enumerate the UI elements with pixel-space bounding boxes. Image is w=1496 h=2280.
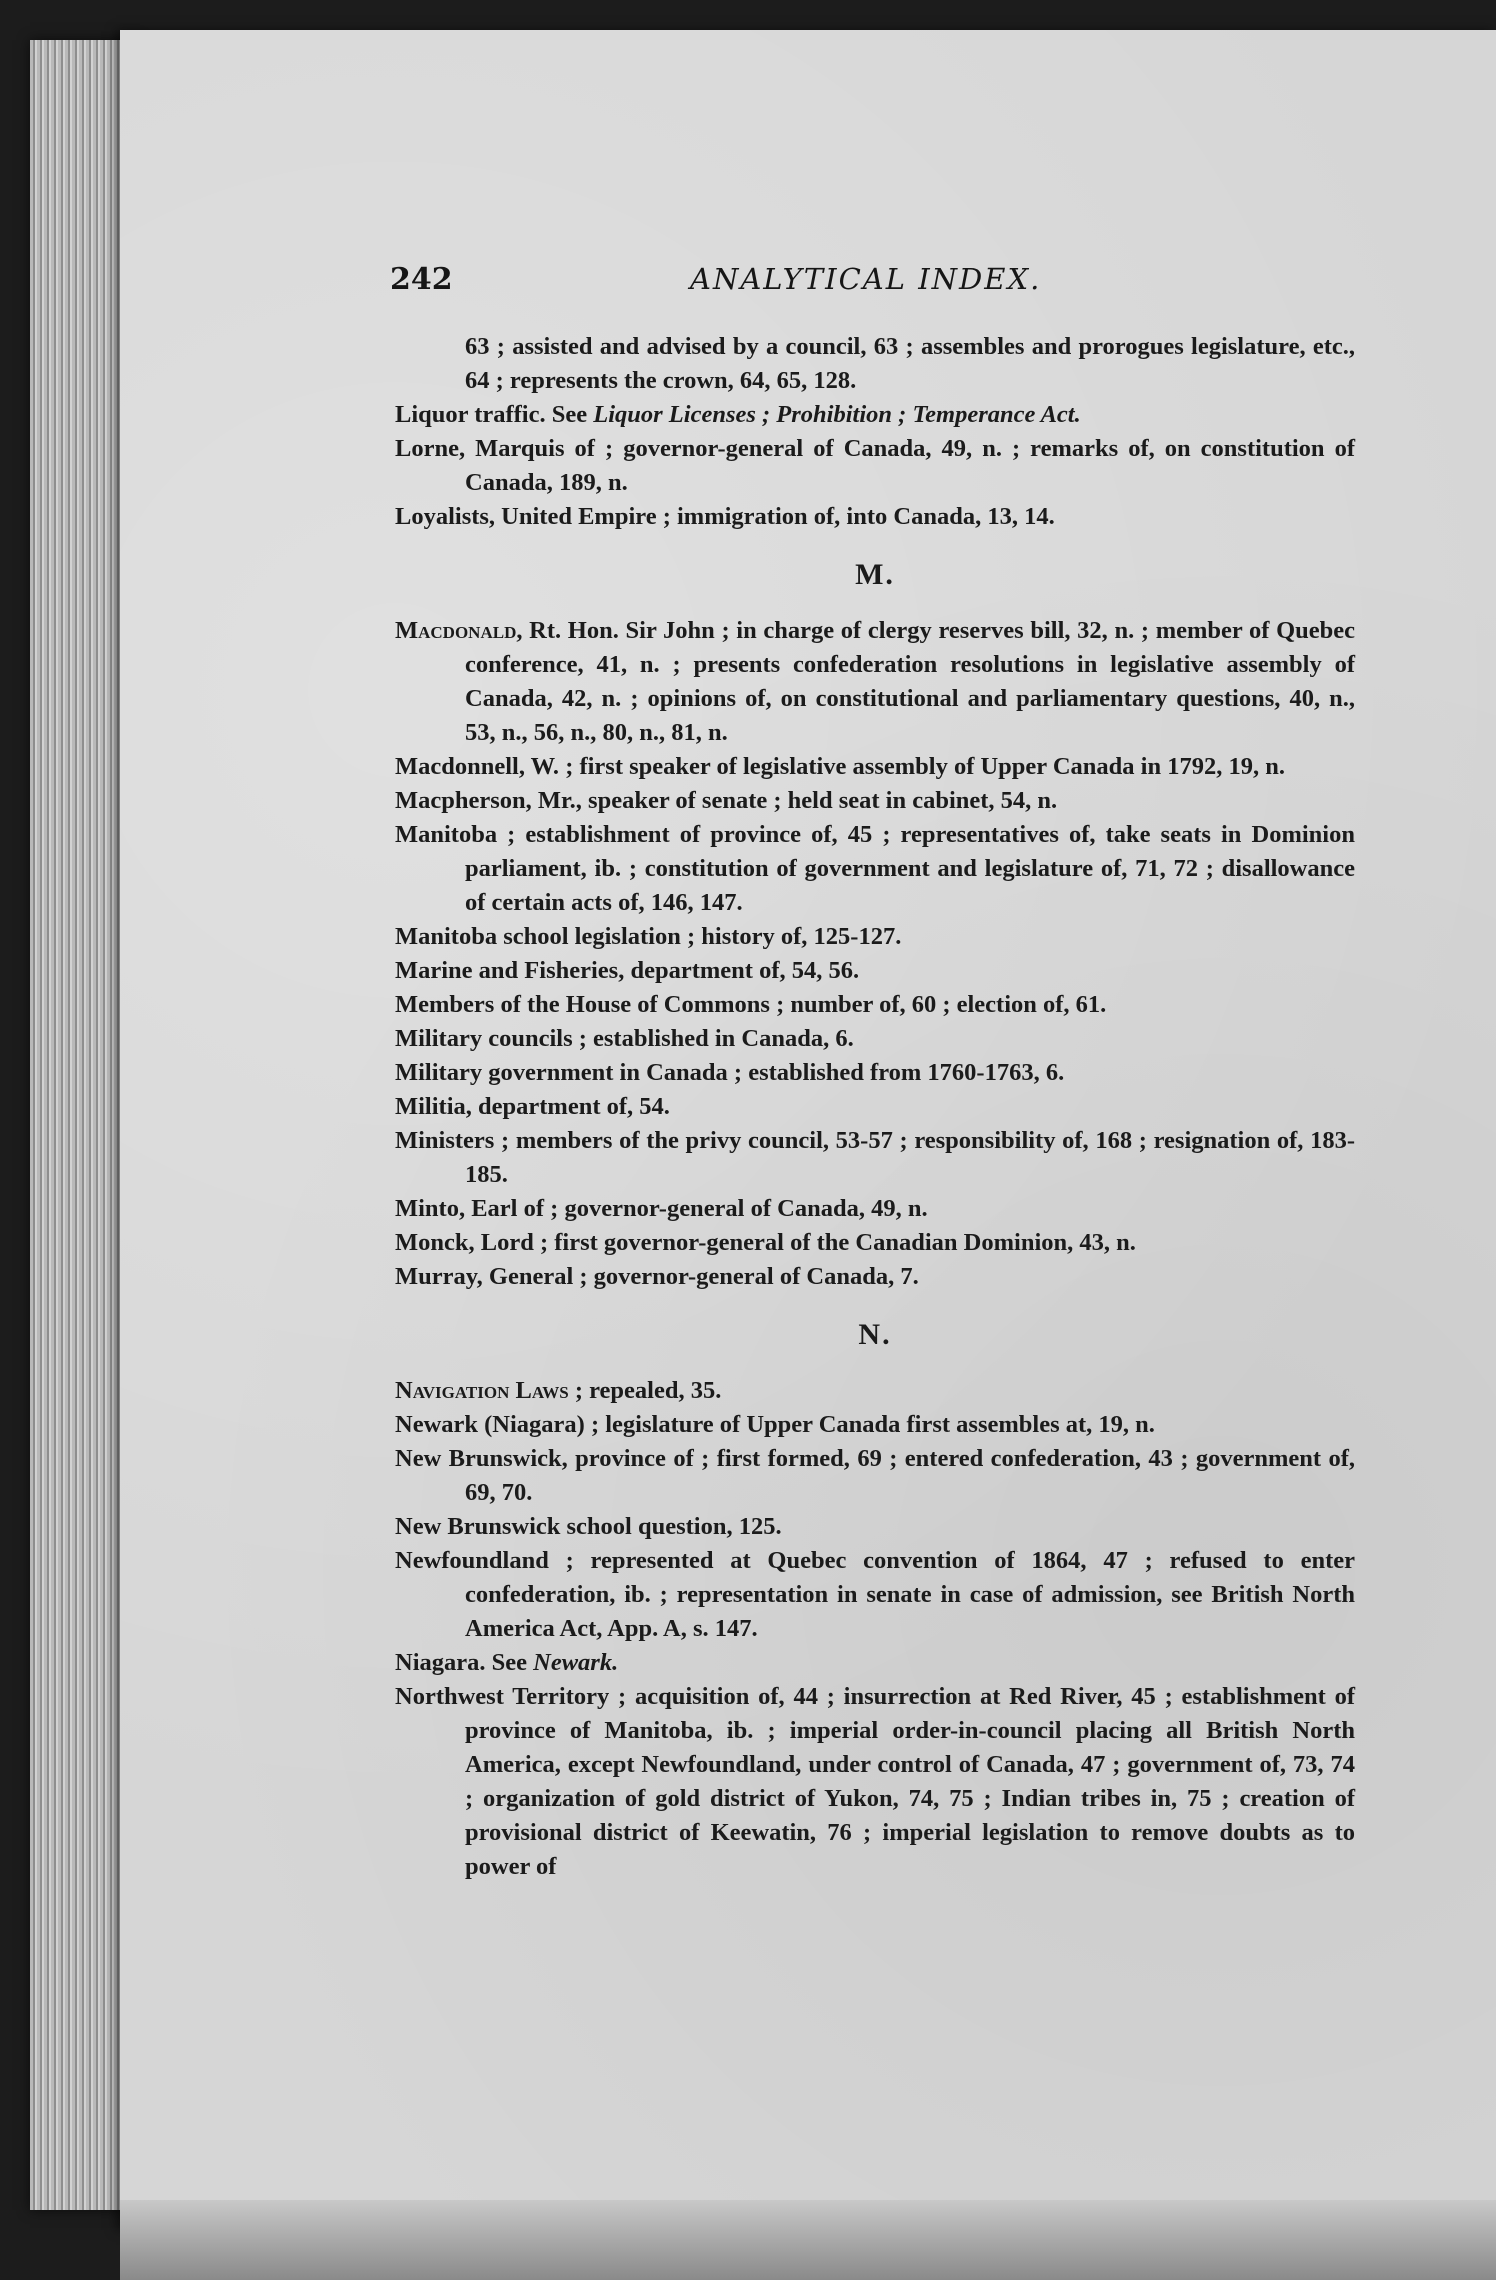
entry-term: Monck, Lord xyxy=(395,1229,534,1256)
entry-term: Manitoba school legislation xyxy=(395,923,681,950)
entry-term: Manitoba xyxy=(395,821,498,848)
index-entry: Military councils ; established in Canada, 6. xyxy=(395,1025,854,1052)
index-entry: Minto, Earl of ; governor-general of Canada, 49, n. xyxy=(395,1195,928,1222)
index-entry: Murray, General ; governor-general of Canada, 7. xyxy=(395,1263,919,1290)
entry-term: Members of the House of Commons xyxy=(395,991,770,1018)
entry-term: Macdonnell, W. xyxy=(395,753,560,780)
index-entry: Loyalists, United Empire ; immigration of, into Canada, 13, 14. xyxy=(395,503,1055,530)
entry-term: New Brunswick school question, xyxy=(395,1513,733,1540)
index-entry: Liquor traffic. See Liquor Licenses ; Prohibition ; Temperance Act. xyxy=(395,401,1081,428)
index-entry: Monck, Lord ; first governor-general of the Canadian Dominion, 43, n. xyxy=(395,1229,1136,1256)
index-entry: New Brunswick school question, 125. xyxy=(395,1513,782,1540)
index-entry: Ministers ; members of the privy council, 53-57 ; responsibility of, 168 ; resignation of, 183-185. xyxy=(395,1127,1355,1188)
entry-term: Newark (Niagara) xyxy=(395,1411,585,1438)
index-entry: Members of the House of Commons ; number of, 60 ; election of, 61. xyxy=(395,991,1107,1018)
index-entry: Military government in Canada ; established from 1760-1763, 6. xyxy=(395,1059,1065,1086)
entry-term: Militia, xyxy=(395,1093,472,1120)
index-entry: Niagara. See Newark. xyxy=(395,1649,619,1676)
entry-term: Niagara. xyxy=(395,1649,486,1676)
entry-term: Military councils xyxy=(395,1025,573,1052)
running-title: ANALYTICAL INDEX. xyxy=(690,262,1042,296)
page-header xyxy=(390,262,1330,302)
page-bottom-shadow xyxy=(120,2200,1496,2280)
entry-term: Ministers xyxy=(395,1127,495,1154)
entry-term: Navigation Laws xyxy=(395,1377,569,1404)
page-number: 242 xyxy=(390,262,453,297)
index-entry: Militia, department of, 54. xyxy=(395,1093,670,1120)
entry-term: Macdonald, xyxy=(395,617,523,644)
index-entry: Newfoundland ; represented at Quebec convention of 1864, 47 ; refused to enter confederation, ib. ; representation in senate in case of admission, see British North America Act, App. A, s. 147. xyxy=(395,1547,1355,1642)
section-letter-m: M. xyxy=(855,558,895,591)
index-entry: Macdonald, Rt. Hon. Sir John ; in charge of clergy reserves bill, 32, n. ; member of Quebec conference, 41, n. ; presents confederation resolutions in legislative assembly of Canada, 42, n. ; opinions of, on constitutional and parliamentary questions, 40, n., 53, n., 56, n., 80, n., 81, n. xyxy=(395,617,1355,746)
index-entry: Lorne, Marquis of ; governor-general of Canada, 49, n. ; remarks of, on constitution of Canada, 189, n. xyxy=(395,435,1355,496)
index-entry: Navigation Laws ; repealed, 35. xyxy=(395,1377,722,1404)
index-entry-continuation: 63 ; assisted and advised by a council, 63 ; assembles and prorogues legislature, etc., 64 ; represents the crown, 64, 65, 128. xyxy=(465,333,1355,394)
entry-term: Minto, Earl of xyxy=(395,1195,545,1222)
entry-term: Newfoundland xyxy=(395,1547,549,1574)
entry-term: Military government in Canada xyxy=(395,1059,728,1086)
index-text xyxy=(395,330,1355,1884)
index-entry: Manitoba ; establishment of province of, 45 ; representatives of, take seats in Dominion parliament, ib. ; constitution of government and legislature of, 71, 72 ; disallowance of certain acts of, 146, 147. xyxy=(395,821,1355,916)
entry-term: Marine and Fisheries, xyxy=(395,957,625,984)
entry-term: New Brunswick, province of xyxy=(395,1445,694,1472)
entry-term: Lorne, Marquis of xyxy=(395,435,595,462)
index-entry: Newark (Niagara) ; legislature of Upper Canada first assembles at, 19, n. xyxy=(395,1411,1155,1438)
entry-term: Northwest Territory xyxy=(395,1683,610,1710)
entry-term: Loyalists, United Empire xyxy=(395,503,657,530)
entry-term: Macpherson, Mr., xyxy=(395,787,582,814)
entry-term: Murray, General xyxy=(395,1263,574,1290)
index-entry: Northwest Territory ; acquisition of, 44 ; insurrection at Red River, 45 ; establishment of province of Manitoba, ib. ; imperial order-in-council placing all British North America, except Newfoundland, under control of Canada, 47 ; government of, 73, 74 ; organization of gold district of Yukon, 74, 75 ; Indian tribes in, 75 ; creation of provisional district of Keewatin, 76 ; imperial legislation to remove doubts as to power of xyxy=(395,1683,1355,1880)
index-entry: Manitoba school legislation ; history of, 125-127. xyxy=(395,923,902,950)
index-entry: Macpherson, Mr., speaker of senate ; held seat in cabinet, 54, n. xyxy=(395,787,1058,814)
entry-term: Liquor traffic. xyxy=(395,401,546,428)
section-letter-n: N. xyxy=(858,1318,892,1351)
index-entry: New Brunswick, province of ; first formed, 69 ; entered confederation, 43 ; government of, 69, 70. xyxy=(395,1445,1355,1506)
index-entry: Marine and Fisheries, department of, 54, 56. xyxy=(395,957,860,984)
index-entry: Macdonnell, W. ; first speaker of legislative assembly of Upper Canada in 1792, 19, n. xyxy=(395,753,1285,780)
